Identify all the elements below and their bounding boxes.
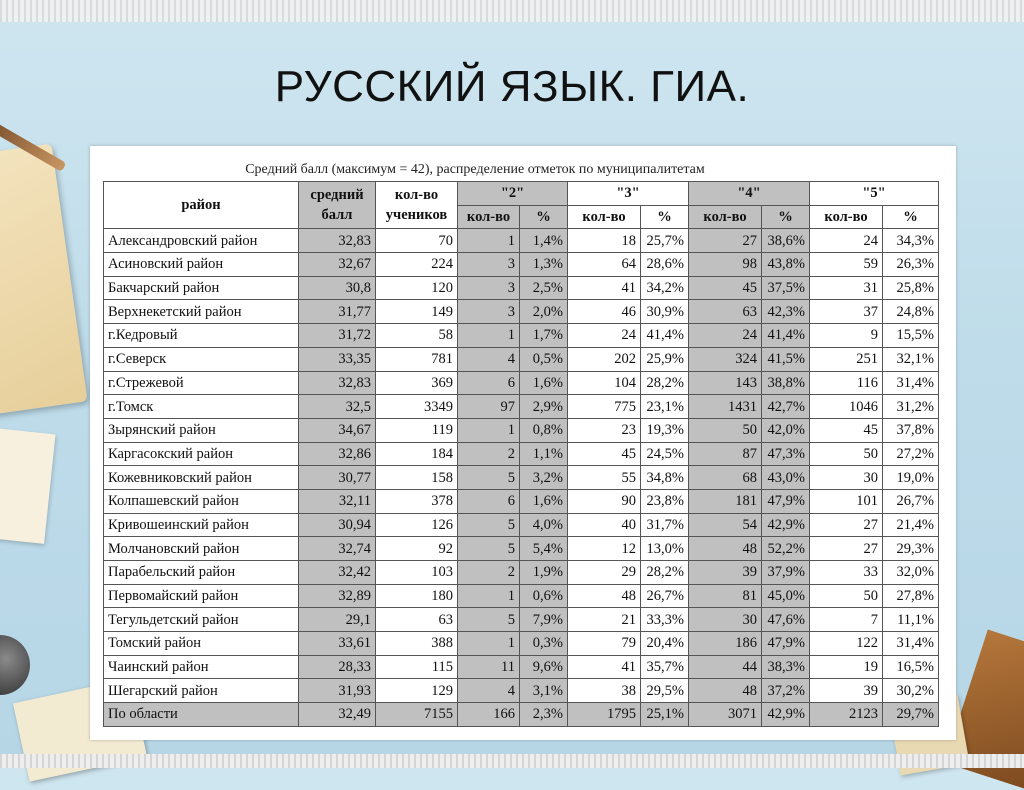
district-cell: Молчановский район [104, 537, 299, 561]
grade5-pct-cell: 26,7% [883, 489, 939, 513]
results-table [103, 181, 939, 727]
grade3-count-cell: 41 [568, 655, 641, 679]
table-row [104, 489, 939, 513]
table-row [104, 347, 939, 371]
district-cell: Кривошеинский район [104, 513, 299, 537]
avg-score-cell: 32,11 [299, 489, 376, 513]
grade4-count-cell: 324 [689, 347, 762, 371]
grade4-pct-cell: 42,9% [762, 703, 810, 727]
subheader-pct: % [520, 205, 568, 229]
grade5-count-cell: 45 [810, 418, 883, 442]
grade5-pct-cell: 31,2% [883, 395, 939, 419]
student-count-cell: 158 [376, 466, 458, 490]
grade2-count-cell: 6 [458, 489, 520, 513]
grade4-pct-cell: 47,9% [762, 489, 810, 513]
grade2-count-cell: 2 [458, 561, 520, 585]
grade5-pct-cell: 32,1% [883, 347, 939, 371]
grade3-count-cell: 55 [568, 466, 641, 490]
avg-score-cell: 30,77 [299, 466, 376, 490]
grade5-pct-cell: 37,8% [883, 418, 939, 442]
grade3-count-cell: 46 [568, 300, 641, 324]
slide-title: РУССКИЙ ЯЗЫК. ГИА. [274, 62, 750, 111]
grade3-pct-cell: 34,2% [641, 276, 689, 300]
district-cell: Каргасокский район [104, 442, 299, 466]
student-count-cell: 184 [376, 442, 458, 466]
grade4-count-cell: 87 [689, 442, 762, 466]
grade5-pct-cell: 19,0% [883, 466, 939, 490]
grade5-count-cell: 251 [810, 347, 883, 371]
grade4-count-cell: 1431 [689, 395, 762, 419]
avg-score-cell: 32,49 [299, 703, 376, 727]
avg-score-cell: 30,8 [299, 276, 376, 300]
table-row [104, 561, 939, 585]
grade5-pct-cell: 16,5% [883, 655, 939, 679]
grade5-pct-cell: 27,2% [883, 442, 939, 466]
paper-decoration [0, 426, 56, 544]
grade2-count-cell: 4 [458, 679, 520, 703]
grade4-count-cell: 181 [689, 489, 762, 513]
grade5-count-cell: 116 [810, 371, 883, 395]
grade3-pct-cell: 26,7% [641, 584, 689, 608]
grade3-pct-cell: 31,7% [641, 513, 689, 537]
grade5-count-cell: 50 [810, 442, 883, 466]
grade4-count-cell: 45 [689, 276, 762, 300]
student-count-cell: 92 [376, 537, 458, 561]
grade4-count-cell: 81 [689, 584, 762, 608]
grade3-pct-cell: 35,7% [641, 655, 689, 679]
grade2-count-cell: 11 [458, 655, 520, 679]
grade5-count-cell: 2123 [810, 703, 883, 727]
grade2-pct-cell: 2,3% [520, 703, 568, 727]
grade3-pct-cell: 19,3% [641, 418, 689, 442]
grade5-pct-cell: 34,3% [883, 229, 939, 253]
bottom-border-decoration [0, 754, 1024, 768]
grade3-pct-cell: 28,6% [641, 253, 689, 277]
district-cell: Первомайский район [104, 584, 299, 608]
avg-score-cell: 32,5 [299, 395, 376, 419]
grade4-pct-cell: 42,7% [762, 395, 810, 419]
header-avg-line1: средний [310, 187, 364, 204]
header-grade-5: "5" [810, 182, 939, 206]
grade2-pct-cell: 0,5% [520, 347, 568, 371]
grade3-count-cell: 38 [568, 679, 641, 703]
grade2-count-cell: 3 [458, 276, 520, 300]
grade4-count-cell: 98 [689, 253, 762, 277]
avg-score-cell: 29,1 [299, 608, 376, 632]
grade4-pct-cell: 47,9% [762, 632, 810, 656]
grade2-pct-cell: 3,1% [520, 679, 568, 703]
table-row [104, 371, 939, 395]
grade5-count-cell: 9 [810, 324, 883, 348]
subheader-count: кол-во [568, 205, 641, 229]
grade2-pct-cell: 2,0% [520, 300, 568, 324]
subheader-pct: % [762, 205, 810, 229]
grade2-pct-cell: 0,6% [520, 584, 568, 608]
avg-score-cell: 33,35 [299, 347, 376, 371]
student-count-cell: 7155 [376, 703, 458, 727]
grade4-count-cell: 68 [689, 466, 762, 490]
grade3-count-cell: 104 [568, 371, 641, 395]
grade4-pct-cell: 38,8% [762, 371, 810, 395]
grade4-pct-cell: 43,0% [762, 466, 810, 490]
grade2-count-cell: 3 [458, 253, 520, 277]
grade5-count-cell: 7 [810, 608, 883, 632]
grade4-count-cell: 48 [689, 537, 762, 561]
grade2-count-cell: 1 [458, 584, 520, 608]
grade4-pct-cell: 42,3% [762, 300, 810, 324]
student-count-cell: 369 [376, 371, 458, 395]
grade3-count-cell: 29 [568, 561, 641, 585]
grade2-pct-cell: 7,9% [520, 608, 568, 632]
grade4-pct-cell: 52,2% [762, 537, 810, 561]
grade3-pct-cell: 28,2% [641, 371, 689, 395]
table-row [104, 679, 939, 703]
grade4-pct-cell: 37,2% [762, 679, 810, 703]
table-row [104, 253, 939, 277]
header-grade-4: "4" [689, 182, 810, 206]
subheader-count: кол-во [458, 205, 520, 229]
district-cell: Парабельский район [104, 561, 299, 585]
table-row [104, 466, 939, 490]
grade5-count-cell: 24 [810, 229, 883, 253]
grade3-count-cell: 202 [568, 347, 641, 371]
grade4-count-cell: 27 [689, 229, 762, 253]
table-caption: Средний балл (максимум = 42), распределение отметок по муниципалитетам [245, 162, 705, 177]
table-row [104, 584, 939, 608]
avg-score-cell: 32,83 [299, 371, 376, 395]
student-count-cell: 3349 [376, 395, 458, 419]
district-cell: Чаинский район [104, 655, 299, 679]
grade2-count-cell: 4 [458, 347, 520, 371]
grade2-count-cell: 1 [458, 632, 520, 656]
grade4-count-cell: 48 [689, 679, 762, 703]
grade2-pct-cell: 3,2% [520, 466, 568, 490]
grade5-pct-cell: 29,3% [883, 537, 939, 561]
avg-score-cell: 31,77 [299, 300, 376, 324]
grade2-count-cell: 166 [458, 703, 520, 727]
grade2-pct-cell: 1,7% [520, 324, 568, 348]
table-row [104, 442, 939, 466]
district-cell: Тегульдетский район [104, 608, 299, 632]
header-student-count [376, 182, 458, 229]
student-count-cell: 781 [376, 347, 458, 371]
grade2-count-cell: 2 [458, 442, 520, 466]
grade2-pct-cell: 1,6% [520, 371, 568, 395]
grade5-pct-cell: 29,7% [883, 703, 939, 727]
grade2-pct-cell: 9,6% [520, 655, 568, 679]
student-count-cell: 378 [376, 489, 458, 513]
grade3-count-cell: 1795 [568, 703, 641, 727]
avg-score-cell: 32,86 [299, 442, 376, 466]
subheader-count: кол-во [689, 205, 762, 229]
student-count-cell: 180 [376, 584, 458, 608]
grade2-count-cell: 5 [458, 537, 520, 561]
district-cell: Шегарский район [104, 679, 299, 703]
grade2-count-cell: 5 [458, 466, 520, 490]
grade5-count-cell: 59 [810, 253, 883, 277]
avg-score-cell: 32,89 [299, 584, 376, 608]
district-cell: Верхнекетский район [104, 300, 299, 324]
header-grade-2: "2" [458, 182, 568, 206]
table-row [104, 513, 939, 537]
grade4-pct-cell: 42,0% [762, 418, 810, 442]
student-count-cell: 58 [376, 324, 458, 348]
grade2-pct-cell: 2,5% [520, 276, 568, 300]
grade5-pct-cell: 15,5% [883, 324, 939, 348]
district-cell: г.Томск [104, 395, 299, 419]
grade5-count-cell: 122 [810, 632, 883, 656]
grade5-pct-cell: 26,3% [883, 253, 939, 277]
grade3-count-cell: 775 [568, 395, 641, 419]
student-count-cell: 70 [376, 229, 458, 253]
grade3-count-cell: 90 [568, 489, 641, 513]
grade3-pct-cell: 24,5% [641, 442, 689, 466]
subheader-pct: % [641, 205, 689, 229]
grade2-count-cell: 97 [458, 395, 520, 419]
table-row [104, 300, 939, 324]
avg-score-cell: 31,72 [299, 324, 376, 348]
table-row [104, 655, 939, 679]
table-row [104, 418, 939, 442]
grade5-pct-cell: 25,8% [883, 276, 939, 300]
grade5-pct-cell: 21,4% [883, 513, 939, 537]
district-cell: Томский район [104, 632, 299, 656]
grade4-count-cell: 39 [689, 561, 762, 585]
student-count-cell: 149 [376, 300, 458, 324]
table-row [104, 395, 939, 419]
grade4-pct-cell: 47,3% [762, 442, 810, 466]
table-row [104, 276, 939, 300]
avg-score-cell: 32,67 [299, 253, 376, 277]
district-cell: Кожевниковский район [104, 466, 299, 490]
table-row [104, 229, 939, 253]
table-row [104, 324, 939, 348]
grade4-pct-cell: 47,6% [762, 608, 810, 632]
grade2-pct-cell: 1,1% [520, 442, 568, 466]
district-cell: г.Кедровый [104, 324, 299, 348]
grade2-pct-cell: 1,4% [520, 229, 568, 253]
district-cell: г.Северск [104, 347, 299, 371]
grade2-pct-cell: 4,0% [520, 513, 568, 537]
grade2-count-cell: 1 [458, 324, 520, 348]
table-body [104, 229, 939, 726]
header-count-line2: учеников [385, 207, 448, 224]
grade3-pct-cell: 28,2% [641, 561, 689, 585]
grade3-count-cell: 79 [568, 632, 641, 656]
grade4-pct-cell: 41,4% [762, 324, 810, 348]
grade4-pct-cell: 37,9% [762, 561, 810, 585]
notebook-decoration [0, 144, 88, 417]
table-row [104, 632, 939, 656]
grade3-count-cell: 48 [568, 584, 641, 608]
table-row [104, 537, 939, 561]
student-count-cell: 129 [376, 679, 458, 703]
total-row [104, 703, 939, 727]
student-count-cell: 120 [376, 276, 458, 300]
grade4-pct-cell: 41,5% [762, 347, 810, 371]
grade2-count-cell: 1 [458, 418, 520, 442]
grade5-count-cell: 39 [810, 679, 883, 703]
avg-score-cell: 30,94 [299, 513, 376, 537]
avg-score-cell: 28,33 [299, 655, 376, 679]
district-cell: По области [104, 703, 299, 727]
avg-score-cell: 32,42 [299, 561, 376, 585]
grade5-pct-cell: 32,0% [883, 561, 939, 585]
grade4-count-cell: 63 [689, 300, 762, 324]
grade5-count-cell: 31 [810, 276, 883, 300]
grade3-pct-cell: 34,8% [641, 466, 689, 490]
grade4-count-cell: 54 [689, 513, 762, 537]
grade3-count-cell: 64 [568, 253, 641, 277]
header-grade-3: "3" [568, 182, 689, 206]
grade5-pct-cell: 31,4% [883, 632, 939, 656]
grade3-count-cell: 40 [568, 513, 641, 537]
grade4-count-cell: 186 [689, 632, 762, 656]
student-count-cell: 115 [376, 655, 458, 679]
grade2-pct-cell: 1,3% [520, 253, 568, 277]
grade5-count-cell: 37 [810, 300, 883, 324]
avg-score-cell: 32,74 [299, 537, 376, 561]
student-count-cell: 126 [376, 513, 458, 537]
grade5-count-cell: 33 [810, 561, 883, 585]
grade3-count-cell: 21 [568, 608, 641, 632]
grade3-pct-cell: 25,7% [641, 229, 689, 253]
student-count-cell: 119 [376, 418, 458, 442]
grade3-pct-cell: 41,4% [641, 324, 689, 348]
grade3-pct-cell: 25,1% [641, 703, 689, 727]
grade4-count-cell: 3071 [689, 703, 762, 727]
grade3-count-cell: 12 [568, 537, 641, 561]
district-cell: Бакчарский район [104, 276, 299, 300]
district-cell: Асиновский район [104, 253, 299, 277]
grade2-pct-cell: 5,4% [520, 537, 568, 561]
grade5-pct-cell: 31,4% [883, 371, 939, 395]
grade5-pct-cell: 11,1% [883, 608, 939, 632]
grade5-count-cell: 1046 [810, 395, 883, 419]
avg-score-cell: 32,83 [299, 229, 376, 253]
student-count-cell: 224 [376, 253, 458, 277]
grade3-pct-cell: 23,8% [641, 489, 689, 513]
avg-score-cell: 31,93 [299, 679, 376, 703]
grade4-pct-cell: 42,9% [762, 513, 810, 537]
grade4-count-cell: 143 [689, 371, 762, 395]
subheader-pct: % [883, 205, 939, 229]
grade2-pct-cell: 1,6% [520, 489, 568, 513]
student-count-cell: 103 [376, 561, 458, 585]
grade4-pct-cell: 43,8% [762, 253, 810, 277]
grade3-pct-cell: 23,1% [641, 395, 689, 419]
grade3-count-cell: 24 [568, 324, 641, 348]
student-count-cell: 388 [376, 632, 458, 656]
grade2-count-cell: 6 [458, 371, 520, 395]
header-count-line1: кол-во [394, 187, 439, 204]
district-cell: г.Стрежевой [104, 371, 299, 395]
grade5-count-cell: 30 [810, 466, 883, 490]
header-avg-line2: балл [321, 207, 353, 224]
grade2-count-cell: 1 [458, 229, 520, 253]
grade2-pct-cell: 0,3% [520, 632, 568, 656]
grade5-count-cell: 27 [810, 537, 883, 561]
subheader-count: кол-во [810, 205, 883, 229]
grade2-count-cell: 3 [458, 300, 520, 324]
district-cell: Зырянский район [104, 418, 299, 442]
grade5-pct-cell: 24,8% [883, 300, 939, 324]
grade3-pct-cell: 25,9% [641, 347, 689, 371]
grade4-pct-cell: 38,6% [762, 229, 810, 253]
grade4-count-cell: 50 [689, 418, 762, 442]
table-row [104, 608, 939, 632]
grade3-count-cell: 41 [568, 276, 641, 300]
grade5-count-cell: 27 [810, 513, 883, 537]
grade4-count-cell: 24 [689, 324, 762, 348]
district-cell: Колпашевский район [104, 489, 299, 513]
grade3-pct-cell: 13,0% [641, 537, 689, 561]
grade4-pct-cell: 45,0% [762, 584, 810, 608]
avg-score-cell: 33,61 [299, 632, 376, 656]
grade4-count-cell: 30 [689, 608, 762, 632]
grade2-count-cell: 5 [458, 513, 520, 537]
grade5-count-cell: 19 [810, 655, 883, 679]
grade4-pct-cell: 37,5% [762, 276, 810, 300]
header-district: район [104, 182, 299, 229]
grade4-count-cell: 44 [689, 655, 762, 679]
globe-decoration [0, 635, 30, 695]
grade5-count-cell: 50 [810, 584, 883, 608]
grade2-pct-cell: 2,9% [520, 395, 568, 419]
grade5-count-cell: 101 [810, 489, 883, 513]
district-cell: Александровский район [104, 229, 299, 253]
grade3-pct-cell: 20,4% [641, 632, 689, 656]
grade3-pct-cell: 33,3% [641, 608, 689, 632]
header-avg-score [299, 182, 376, 229]
grade3-count-cell: 23 [568, 418, 641, 442]
grade3-pct-cell: 29,5% [641, 679, 689, 703]
student-count-cell: 63 [376, 608, 458, 632]
grade4-pct-cell: 38,3% [762, 655, 810, 679]
grade3-count-cell: 18 [568, 229, 641, 253]
grade3-pct-cell: 30,9% [641, 300, 689, 324]
avg-score-cell: 34,67 [299, 418, 376, 442]
grade2-count-cell: 5 [458, 608, 520, 632]
grade3-count-cell: 45 [568, 442, 641, 466]
grade5-pct-cell: 27,8% [883, 584, 939, 608]
grade5-pct-cell: 30,2% [883, 679, 939, 703]
grade2-pct-cell: 1,9% [520, 561, 568, 585]
grade2-pct-cell: 0,8% [520, 418, 568, 442]
top-border-decoration [0, 0, 1024, 22]
